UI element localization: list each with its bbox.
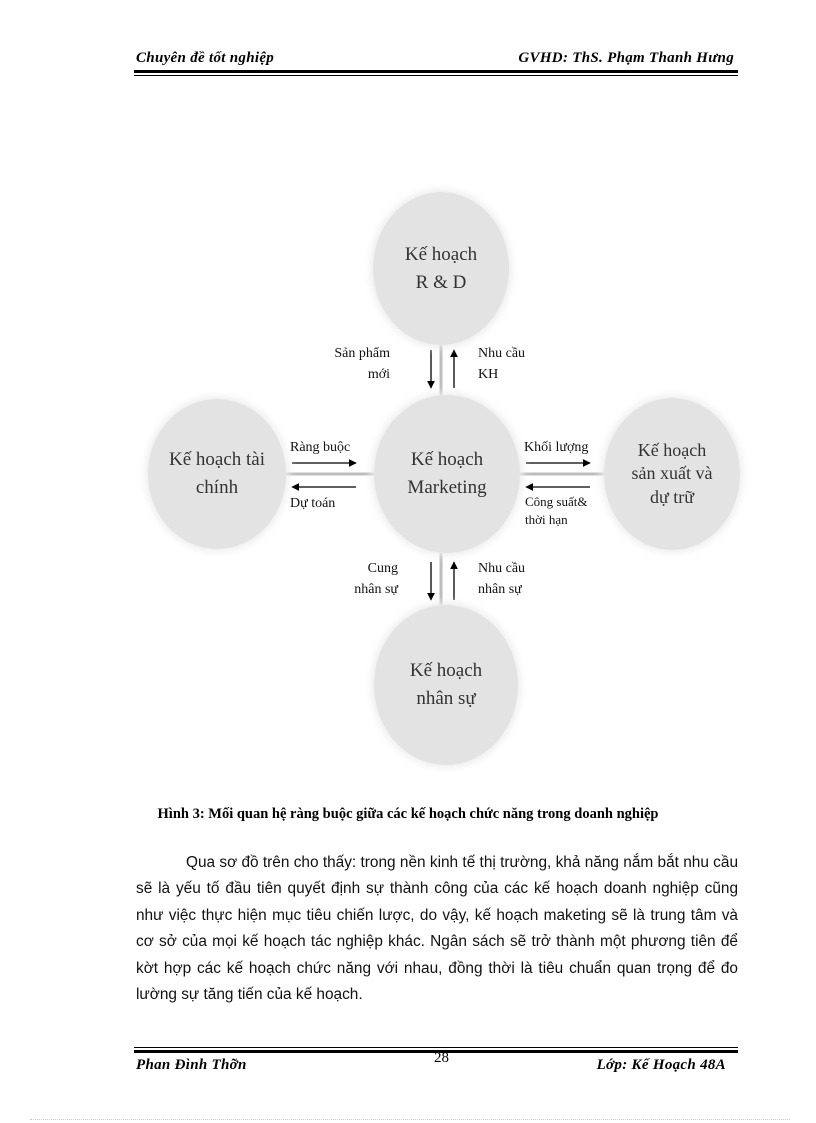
label-bottom-left-line1: Cung <box>367 561 398 576</box>
label-right-bottom-line2: thời hạn <box>525 511 568 527</box>
node-rd-line2: R & D <box>415 271 467 293</box>
label-top-right-line1: Nhu cầu <box>478 346 526 361</box>
label-top-right <box>478 343 525 385</box>
node-production-line1: Kế hoạch <box>637 439 707 460</box>
page-edge-dotline <box>30 1119 790 1120</box>
label-bottom-right-line2: nhân sự <box>478 582 522 597</box>
footer-left: Phan Đình Thỡn <box>136 1057 247 1073</box>
node-rd <box>373 192 509 345</box>
paragraph-text: Qua sơ đồ trên cho thấy: trong nền kinh tế thị trường, khả năng nắm bắt nhu cầu sẽ là yếu tố đầu tiên quyết định sự thành công của các kế hoạch doanh nghiệp cũng như việc thực hiện mục tiêu chiến lược, do vậy, kế hoạch maketing sẽ là trung tâm và cơ sở của mọi kế hoạch tác nghiệp khác. Ngân sách sẽ trở thành một phương tiên để kờt hợp các kế hoạch chức năng với nhau, đồng thời là tiêu chuẩn quan trọng để đo lường sự tăng tiến của kế hoạch. <box>136 854 738 1004</box>
label-bottom-right <box>478 558 525 600</box>
label-bottom-left <box>310 558 398 600</box>
label-top-left <box>300 343 390 385</box>
node-rd-line1: Kế hoạch <box>404 243 478 265</box>
figure-caption: Hình 3: Mối quan hệ ràng buộc giữa các kế hoạch chức năng trong doanh nghiệp <box>157 806 659 822</box>
page-number: 28 <box>434 1050 449 1066</box>
label-right-bottom-line1: Công suất& <box>525 494 588 509</box>
node-marketing-line2: Marketing <box>407 477 487 498</box>
node-production <box>604 398 740 550</box>
node-finance-line2: chính <box>195 477 239 498</box>
label-bottom-left-line2: nhân sự <box>354 582 398 597</box>
label-right-top: Khối lượng <box>524 440 589 455</box>
node-hr-line2: nhân sự <box>416 688 476 709</box>
header-left: Chuyên đề tốt nghiệp <box>136 50 275 66</box>
node-marketing <box>374 395 520 553</box>
label-left-bottom: Dự toán <box>290 496 336 511</box>
label-right-bottom <box>525 493 587 528</box>
label-top-left-line1: Sản phẩm <box>334 346 390 361</box>
header-right: GVHD: ThS. Phạm Thanh Hưng <box>518 50 734 66</box>
node-production-line3: dự trữ <box>649 486 694 507</box>
node-finance-line1: Kế hoạch tài <box>168 449 265 471</box>
node-hr <box>374 605 518 765</box>
node-hr-line1: Kế hoạch <box>409 660 483 682</box>
label-top-left-line2: mới <box>367 367 390 382</box>
footer-rule-thin <box>134 1047 738 1048</box>
label-left-top: Ràng buộc <box>290 440 351 455</box>
node-production-line2: sản xuất và <box>631 463 713 484</box>
node-finance <box>148 399 286 549</box>
footer-right: Lớp: Kế Hoạch 48A <box>596 1057 726 1073</box>
label-top-right-line2: KH <box>478 367 499 382</box>
label-bottom-right-line1: Nhu cầu <box>478 561 526 576</box>
body-paragraph <box>136 850 738 1008</box>
node-marketing-line1: Kế hoạch <box>410 449 484 471</box>
